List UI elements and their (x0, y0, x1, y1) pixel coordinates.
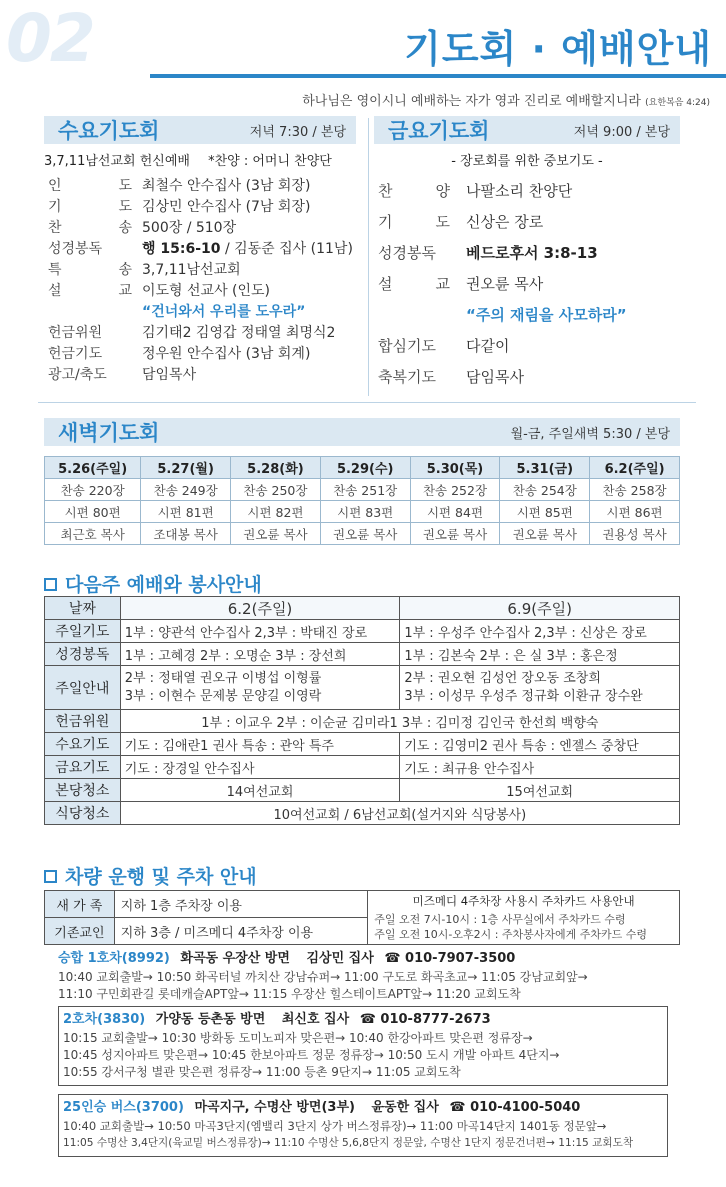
dawn-day: 5.29(수) (320, 457, 410, 479)
service-label: 수요기도 (45, 733, 121, 756)
route-phone: ☎ 010-7907-3500 (384, 951, 516, 966)
route-driver: 최신호 집사 (281, 1012, 350, 1027)
route-stops: 10:55 강서구청 별관 맞은편 정류장→ 11:00 등촌 9단지→ 11:05 교회도착 (63, 1065, 461, 1079)
dawn-psalm: 시편 85편 (500, 501, 590, 523)
verse-text: 하나님은 영이시니 예배하는 자가 영과 진리로 예배할지니라 (302, 94, 641, 109)
wed-label: 광고/축도 (48, 367, 107, 383)
route-bus: 25인승 버스(3700) (63, 1100, 184, 1115)
dawn-hymns-row (45, 479, 680, 501)
wed-value: 김상민 안수집사 (7남 회장) (142, 199, 311, 215)
parking-heading (44, 862, 257, 889)
dawn-psalm: 시편 86편 (590, 501, 680, 523)
dawn-day: 5.28(화) (231, 457, 321, 479)
dawn-preacher: 권용성 목사 (590, 523, 680, 545)
section-rule (38, 402, 696, 403)
route-stops: 10:45 성지아파트 맞은편→ 10:45 한보아파트 정문 정류장→ 10:50 도시 개발 아파트 4단지→ (63, 1048, 560, 1062)
service-line: 2부 : 정태열 권오규 이병섭 이형률 (124, 670, 322, 686)
fri-label: 찬 양 (378, 182, 450, 200)
dawn-hymn: 찬송 251장 (320, 479, 410, 501)
service-cell: 1부 : 김본숙 2부 : 은 실 3부 : 홍은정 (400, 643, 680, 666)
dawn-psalm: 시편 81편 (141, 501, 231, 523)
dawn-preacher: 권오륜 목사 (231, 523, 321, 545)
wed-label: 성경봉독 (48, 241, 103, 257)
service-date: 6.2(주일) (120, 597, 400, 620)
wed-label: 특 송 (48, 262, 132, 278)
service-label: 주일기도 (45, 620, 121, 643)
dawn-hymn: 찬송 249장 (141, 479, 231, 501)
parking-value: 지하 3층 / 미즈메디 4주차장 이용 (114, 918, 367, 945)
wed-value: 최철수 안수집사 (3남 회장) (142, 178, 311, 194)
route-3 (58, 1094, 668, 1157)
route-header (63, 1010, 663, 1030)
dawn-title: 새벽기도회 (58, 421, 160, 445)
service-label: 본당청소 (45, 779, 121, 802)
parking-label: 새 가 족 (45, 891, 115, 918)
wed-label: 헌금위원 (48, 325, 103, 341)
route-bus: 승합 1호차(8992) (58, 951, 170, 966)
dawn-preacher: 권오륜 목사 (500, 523, 590, 545)
route-stops: 10:15 교회출발→ 10:30 방화동 도미노피자 맞은편→ 10:40 한강아파트 맞은편 정류장→ (63, 1031, 533, 1045)
wednesday-subtitle (44, 150, 364, 169)
route-stops: 10:40 교회출발→ 10:50 화곡터널 까치산 강남슈퍼→ 11:00 구도로 화곡초교→ 11:05 강남교회앞→ (58, 970, 588, 984)
dawn-hymn: 찬송 258장 (590, 479, 680, 501)
fri-label: 성경봉독 (378, 244, 436, 262)
dawn-hymn: 찬송 220장 (45, 479, 141, 501)
wed-value: 500장 / 510장 (142, 220, 237, 236)
friday-header (374, 116, 680, 144)
service-cell: 1부 : 고혜경 2부 : 오명순 3부 : 장선희 (120, 643, 400, 666)
route-driver: 김상민 집사 (306, 951, 374, 966)
table-row (45, 802, 680, 825)
wednesday-time: 저녁 7:30 / 본당 (249, 124, 346, 140)
wed-value: 김기태2 김영갑 정태열 최명식2 (142, 325, 336, 341)
friday-title: 금요기도회 (388, 119, 490, 143)
route-2 (58, 1006, 668, 1086)
route-phone: ☎ 010-8777-2673 (359, 1012, 491, 1027)
route-area: 가양동 등촌동 방면 (155, 1012, 266, 1027)
dawn-psalm: 시편 80편 (45, 501, 141, 523)
fri-label: 설 교 (378, 275, 450, 293)
wednesday-title: 수요기도회 (58, 119, 160, 143)
service-label: 성경봉독 (45, 643, 121, 666)
route-area: 마곡지구, 수명산 방면(3부) (194, 1100, 355, 1115)
wednesday-header (44, 116, 356, 144)
route-driver: 윤동한 집사 (371, 1100, 439, 1115)
bible-verse (302, 90, 710, 109)
dawn-preacher: 권오륜 목사 (320, 523, 410, 545)
friday-time: 저녁 9:00 / 본당 (573, 124, 670, 140)
dawn-days-row (45, 457, 680, 479)
dawn-header (44, 418, 680, 446)
table-row (45, 891, 680, 918)
dawn-preachers-row (45, 523, 680, 545)
parking-title: 차량 운행 및 주차 안내 (65, 866, 257, 888)
service-label: 식당청소 (45, 802, 121, 825)
table-row (45, 756, 680, 779)
route-stops: 10:40 교회출발→ 10:50 마곡3단지(엠밸리 3단지 상가 버스정류장)→ 11:00 마곡14단지 1401동 정문앞→ (63, 1119, 607, 1133)
square-bullet-icon (44, 578, 57, 591)
service-cell (400, 666, 680, 710)
fri-value: 권오륜 목사 (466, 275, 544, 293)
parking-card-line: 주일 오전 7시-10시 : 1층 사무실에서 주차카드 수령 (374, 912, 626, 926)
route-1 (58, 946, 668, 1007)
dawn-preacher: 권오륜 목사 (410, 523, 500, 545)
fri-scripture: 베드로후서 3:8-13 (466, 244, 598, 262)
fri-label: 축복기도 (378, 368, 436, 386)
service-line: 3부 : 이현수 문제봉 문양길 이영락 (124, 688, 322, 704)
fri-label: 기 도 (378, 213, 450, 231)
title-rule (150, 74, 726, 78)
table-row (45, 620, 680, 643)
table-row (45, 643, 680, 666)
wed-label: 찬 송 (48, 220, 132, 236)
verse-ref: (요한복음 4:24) (645, 98, 710, 108)
service-label: 날짜 (45, 597, 121, 620)
dawn-hymn: 찬송 252장 (410, 479, 500, 501)
wed-value: 3,7,11남선교회 (142, 262, 241, 278)
wed-sermon-title: “건너와서 우리를 도우라” (142, 304, 306, 320)
wed-label: 헌금기도 (48, 346, 103, 362)
wed-value: 이도형 선교사 (인도) (142, 283, 271, 299)
dawn-preacher: 조대봉 목사 (141, 523, 231, 545)
table-row (45, 779, 680, 802)
friday-subtitle: - 장로회를 위한 중보기도 - (451, 154, 603, 169)
fri-value: 신상은 장로 (466, 213, 544, 231)
table-row (45, 666, 680, 710)
fri-value: 다같이 (466, 337, 510, 355)
service-date: 6.9(주일) (400, 597, 680, 620)
service-cell: 기도 : 김애란1 권사 특송 : 관악 특주 (120, 733, 400, 756)
dawn-psalm: 시편 84편 (410, 501, 500, 523)
wed-value: 정우원 안수집사 (3남 회계) (142, 346, 311, 362)
route-stops: 11:10 구민회관길 롯데캐슬APT앞→ 11:15 우장산 힐스테이트APT앞→ 11:20 교회도착 (58, 987, 521, 1001)
dawn-table (44, 456, 680, 545)
wednesday-hymn-note: *찬양 : 어머니 찬양단 (208, 154, 332, 169)
parking-card-title: 미즈메디 4주차장 사용시 주차카드 사용안내 (412, 893, 635, 908)
dawn-hymn: 찬송 254장 (500, 479, 590, 501)
table-row (45, 733, 680, 756)
page-number: 02 (6, 0, 94, 77)
service-cell: 1부 : 우성주 안수집사 2,3부 : 신상은 장로 (400, 620, 680, 643)
route-bus: 2호차(3830) (63, 1012, 146, 1027)
page-title: 기도회 · 예배안내 (404, 27, 712, 71)
service-cell: 10여선교회 / 6남선교회(설거지와 식당봉사) (120, 802, 679, 825)
service-label: 헌금위원 (45, 710, 121, 733)
service-cell: 기도 : 김영미2 권사 특송 : 엔젤스 중창단 (400, 733, 680, 756)
fri-label (378, 300, 450, 331)
service-label: 주일안내 (45, 666, 121, 710)
service-table (44, 596, 680, 825)
dawn-hymn: 찬송 250장 (231, 479, 321, 501)
next-week-title: 다음주 예배와 봉사안내 (65, 574, 262, 596)
service-cell: 14여선교회 (120, 779, 400, 802)
route-phone: ☎ 010-4100-5040 (449, 1100, 581, 1115)
fri-value: 담임목사 (466, 368, 524, 386)
route-area: 화곡동 우장산 방면 (180, 951, 290, 966)
wed-value: 담임목사 (142, 367, 197, 383)
service-cell: 기도 : 최규용 안수집사 (400, 756, 680, 779)
service-cell: 1부 : 양관석 안수집사 2,3부 : 박태진 장로 (120, 620, 400, 643)
service-line: 3부 : 이성무 우성주 정규화 이환규 장수완 (404, 688, 643, 704)
service-cell: 15여선교회 (400, 779, 680, 802)
parking-card-info (368, 891, 680, 945)
table-row (45, 710, 680, 733)
square-bullet-icon (44, 870, 57, 883)
route-stops: 11:05 수명산 3,4단지(육교밑 버스정류장)→ 11:10 수명산 5,6,8단지 정문앞, 수명산 1단지 정문건너편→ 11:15 교회도착 (63, 1137, 634, 1149)
wed-label: 인 도 (48, 178, 132, 194)
dawn-time: 월-금, 주일새벽 5:30 / 본당 (510, 426, 670, 442)
service-cell (120, 666, 400, 710)
parking-label: 기존교인 (45, 918, 115, 945)
fri-label: 합심기도 (378, 337, 436, 355)
wednesday-program (48, 176, 364, 386)
service-cell: 1부 : 이교우 2부 : 이순균 김미라1 3부 : 김미정 김인국 한선희 백향숙 (120, 710, 679, 733)
friday-program (378, 176, 678, 393)
wed-label (48, 302, 132, 323)
dawn-preacher: 최근호 목사 (45, 523, 141, 545)
fri-sermon-title: “주의 재림을 사모하라” (466, 306, 627, 324)
dawn-day: 5.30(목) (410, 457, 500, 479)
wed-value: / 김동준 집사 (11남) (220, 241, 353, 257)
wednesday-subtitle-text: 3,7,11남선교회 헌신예배 (44, 154, 190, 169)
service-header-row (45, 597, 680, 620)
dawn-psalms-row (45, 501, 680, 523)
fri-value: 나팔소리 찬양단 (466, 182, 573, 200)
dawn-psalm: 시편 83편 (320, 501, 410, 523)
service-line: 2부 : 권오현 김성언 장오동 조창희 (404, 670, 601, 686)
parking-table (44, 890, 680, 945)
dawn-day: 5.26(주일) (45, 457, 141, 479)
wed-label: 설 교 (48, 283, 132, 299)
route-header (58, 949, 664, 969)
dawn-day: 6.2(주일) (590, 457, 680, 479)
column-divider (368, 118, 369, 396)
service-cell: 기도 : 장경일 안수집사 (120, 756, 400, 779)
parking-value: 지하 1층 주차장 이용 (114, 891, 367, 918)
service-label: 금요기도 (45, 756, 121, 779)
route-header (63, 1098, 663, 1118)
wed-scripture: 행 15:6-10 (142, 241, 221, 257)
dawn-day: 5.31(금) (500, 457, 590, 479)
dawn-psalm: 시편 82편 (231, 501, 321, 523)
wed-label: 기 도 (48, 199, 132, 215)
parking-card-line: 주일 오전 10시-오후2시 : 주차봉사자에게 주차카드 수령 (374, 927, 648, 941)
next-week-heading (44, 570, 262, 597)
dawn-day: 5.27(월) (141, 457, 231, 479)
